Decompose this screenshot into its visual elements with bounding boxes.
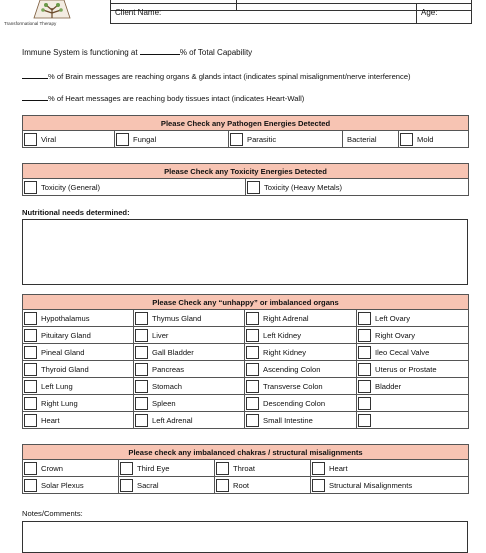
organ-item xyxy=(134,327,245,344)
client-name-label: Client Name: xyxy=(115,8,162,17)
logo-caption: Transformational Therapy xyxy=(4,21,57,26)
pathogen-table xyxy=(22,115,469,148)
notes-label: Notes/Comments: xyxy=(22,509,83,518)
organ-label: Small Intestine xyxy=(263,415,313,425)
organ-checkbox[interactable] xyxy=(24,380,37,393)
organ-item xyxy=(357,327,469,344)
organ-checkbox[interactable] xyxy=(358,312,371,325)
organ-checkbox[interactable] xyxy=(358,363,371,376)
organ-checkbox[interactable] xyxy=(358,397,371,410)
organ-checkbox[interactable] xyxy=(246,397,259,410)
organ-row xyxy=(23,327,469,344)
chakra-item: Heart xyxy=(311,460,469,477)
checkbox-fungal[interactable] xyxy=(116,133,129,146)
organ-row xyxy=(23,361,469,378)
checkbox-toxicity-heavy-metals[interactable] xyxy=(247,181,260,194)
checkbox-throat[interactable] xyxy=(216,462,229,475)
organ-item xyxy=(134,361,245,378)
checkbox-solar-plexus[interactable] xyxy=(24,479,37,492)
organ-row xyxy=(23,395,469,412)
heart-text: % of Heart messages are reaching body tissues intact (indicates Heart-Wall) xyxy=(48,94,305,103)
organ-item xyxy=(245,310,357,327)
organ-checkbox[interactable] xyxy=(358,380,371,393)
checkbox-parasitic[interactable] xyxy=(230,133,243,146)
pathogen-title: Please Check any Pathogen Energies Detected xyxy=(23,116,469,131)
organ-checkbox[interactable] xyxy=(246,380,259,393)
organ-checkbox[interactable] xyxy=(24,346,37,359)
checkbox-third-eye[interactable] xyxy=(120,462,133,475)
organ-label: Thyroid Gland xyxy=(41,364,89,374)
checkbox-toxicity-general[interactable] xyxy=(24,181,37,194)
organ-item xyxy=(23,412,134,429)
organ-label: Pituitary Gland xyxy=(41,330,91,340)
brain-line xyxy=(22,70,411,81)
toxicity-item: Toxicity (General) xyxy=(23,179,246,196)
organ-label: Right Ovary xyxy=(375,330,416,340)
organ-item xyxy=(23,361,134,378)
chakra-item: Sacral xyxy=(119,477,215,494)
organ-label: Pineal Gland xyxy=(41,347,85,357)
checkbox-structural-misalignments[interactable] xyxy=(312,479,325,492)
organ-label: Ileo Cecal Valve xyxy=(375,347,430,357)
organ-checkbox[interactable] xyxy=(135,414,148,427)
organ-checkbox[interactable] xyxy=(135,329,148,342)
pathogen-item: Bacterial xyxy=(343,131,399,148)
organ-label: Thymus Gland xyxy=(152,313,202,323)
organ-item xyxy=(134,395,245,412)
organ-label: Left Ovary xyxy=(375,313,411,323)
organ-label: Transverse Colon xyxy=(263,381,323,391)
organ-checkbox[interactable] xyxy=(135,363,148,376)
chakra-item: Throat xyxy=(215,460,311,477)
organ-label: Hypothalamus xyxy=(41,313,90,323)
organ-checkbox[interactable] xyxy=(246,346,259,359)
pathogen-item: Mold xyxy=(399,131,469,148)
pathogen-item: Viral xyxy=(23,131,115,148)
organ-item xyxy=(23,344,134,361)
organ-checkbox[interactable] xyxy=(135,346,148,359)
organ-checkbox[interactable] xyxy=(246,312,259,325)
organ-label: Descending Colon xyxy=(263,398,326,408)
organ-label: Liver xyxy=(152,330,169,340)
organ-checkbox[interactable] xyxy=(24,414,37,427)
organ-label: Spleen xyxy=(152,398,176,408)
chakras-title: Please check any imbalanced chakras / structural misalignments xyxy=(23,445,469,460)
immune-prefix: Immune System is functioning at xyxy=(22,48,138,57)
organs-title: Please Check any “unhappy” or imbalanced organs xyxy=(23,295,469,310)
organ-item xyxy=(357,395,469,412)
checkbox-root[interactable] xyxy=(216,479,229,492)
chakras-table xyxy=(22,444,469,494)
organ-item xyxy=(357,344,469,361)
notes-textarea[interactable] xyxy=(22,521,468,553)
organ-item xyxy=(23,327,134,344)
organ-checkbox[interactable] xyxy=(246,329,259,342)
organ-item xyxy=(245,344,357,361)
organ-label: Ascending Colon xyxy=(263,364,321,374)
immune-blank[interactable] xyxy=(140,46,180,55)
organ-checkbox[interactable] xyxy=(246,363,259,376)
organ-row xyxy=(23,378,469,395)
toxicity-item: Toxicity (Heavy Metals) xyxy=(246,179,469,196)
organ-label: Stomach xyxy=(152,381,182,391)
brain-blank[interactable] xyxy=(22,70,48,79)
organ-item xyxy=(23,378,134,395)
chakra-item: Structural Misalignments xyxy=(311,477,469,494)
chakra-item: Solar Plexus xyxy=(23,477,119,494)
organ-label: Right Lung xyxy=(41,398,78,408)
organ-item xyxy=(357,361,469,378)
pathogen-item: Parasitic xyxy=(229,131,343,148)
nutrition-textarea[interactable] xyxy=(22,219,468,285)
toxicity-title: Please Check any Toxicity Energies Detected xyxy=(23,164,469,179)
organ-checkbox[interactable] xyxy=(135,397,148,410)
organ-row xyxy=(23,310,469,327)
organ-checkbox[interactable] xyxy=(246,414,259,427)
organ-checkbox[interactable] xyxy=(358,329,371,342)
immune-suffix: % of Total Capability xyxy=(179,48,253,57)
organ-item xyxy=(357,310,469,327)
organs-table xyxy=(22,294,469,429)
toxicity-table xyxy=(22,163,469,196)
immune-line xyxy=(22,46,252,57)
organ-checkbox[interactable] xyxy=(358,414,371,427)
organ-item xyxy=(245,378,357,395)
organ-checkbox[interactable] xyxy=(24,329,37,342)
brain-text: % of Brain messages are reaching organs & glands intact (indicates spinal misalignment/nerve interference) xyxy=(48,72,411,81)
pathogen-item: Fungal xyxy=(115,131,229,148)
checkbox-mold[interactable] xyxy=(400,133,413,146)
organ-label: Right Kidney xyxy=(263,347,307,357)
organ-checkbox[interactable] xyxy=(135,312,148,325)
organ-checkbox[interactable] xyxy=(135,380,148,393)
organ-item xyxy=(357,412,469,429)
checkbox-sacral[interactable] xyxy=(120,479,133,492)
organ-checkbox[interactable] xyxy=(24,397,37,410)
organ-item xyxy=(23,310,134,327)
organ-label: Uterus or Prostate xyxy=(375,364,437,374)
organ-item xyxy=(245,395,357,412)
organ-item xyxy=(245,361,357,378)
chakra-item: Third Eye xyxy=(119,460,215,477)
organ-item xyxy=(134,310,245,327)
organ-row xyxy=(23,344,469,361)
organ-label: Left Kidney xyxy=(263,330,301,340)
organ-label: Heart xyxy=(41,415,60,425)
organ-label: Pancreas xyxy=(152,364,185,374)
organ-item xyxy=(134,378,245,395)
organ-item xyxy=(245,327,357,344)
organ-label: Right Adrenal xyxy=(263,313,309,323)
organ-label: Bladder xyxy=(375,381,402,391)
organ-label: Gall Bladder xyxy=(152,347,194,357)
organ-item xyxy=(134,344,245,361)
organ-item xyxy=(134,412,245,429)
organ-row xyxy=(23,412,469,429)
organ-checkbox[interactable] xyxy=(24,363,37,376)
checkbox-crown[interactable] xyxy=(24,462,37,475)
checkbox-heart-chakra[interactable] xyxy=(312,462,325,475)
organ-checkbox[interactable] xyxy=(358,346,371,359)
heart-line xyxy=(22,92,304,103)
organ-label: Left Lung xyxy=(41,381,73,391)
organ-checkbox[interactable] xyxy=(24,312,37,325)
checkbox-viral[interactable] xyxy=(24,133,37,146)
chakra-item: Root xyxy=(215,477,311,494)
header-client-row xyxy=(110,3,472,24)
organ-label: Left Adrenal xyxy=(152,415,193,425)
heart-blank[interactable] xyxy=(22,92,48,101)
organ-item xyxy=(357,378,469,395)
nutrition-label: Nutritional needs determined: xyxy=(22,208,130,217)
organ-item xyxy=(245,412,357,429)
age-label: Age: xyxy=(421,8,438,17)
organ-item xyxy=(23,395,134,412)
chakra-item: Crown xyxy=(23,460,119,477)
